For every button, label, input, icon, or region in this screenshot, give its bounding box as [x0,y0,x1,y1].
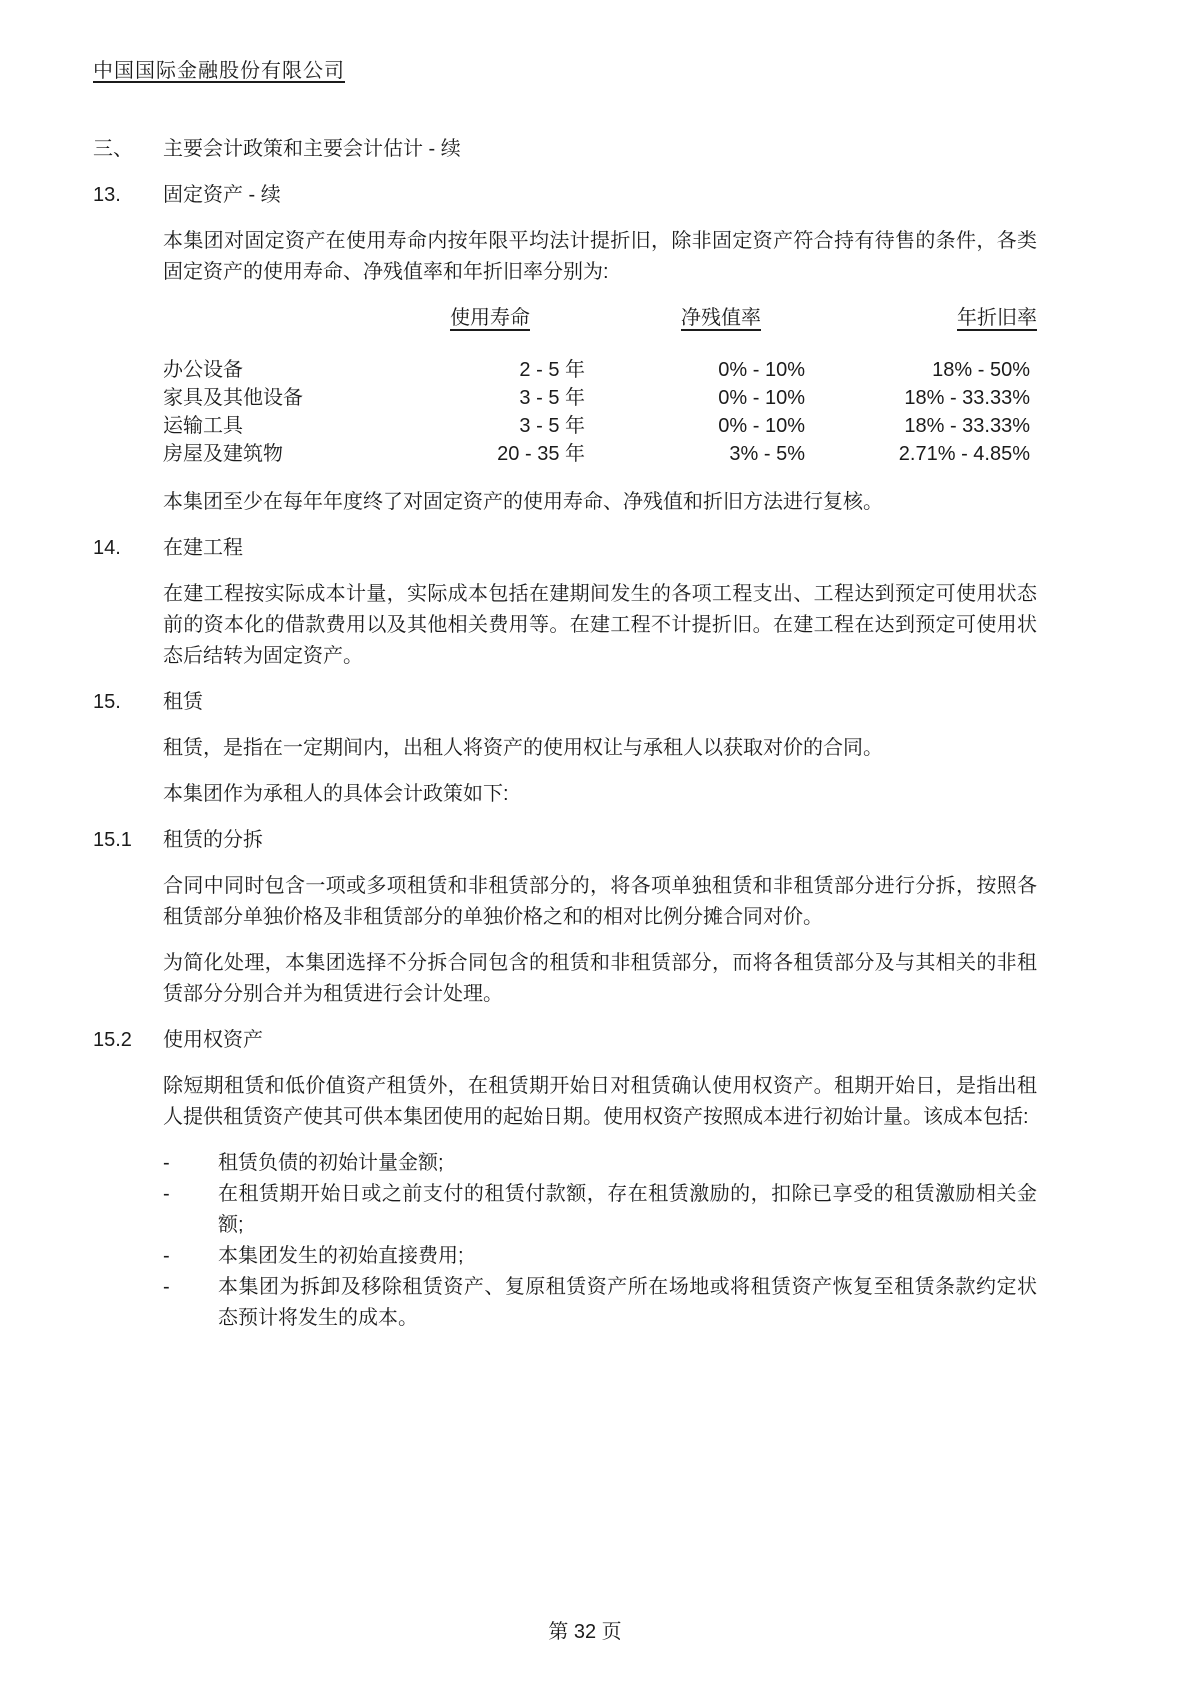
bullet-text: 在租赁期开始日或之前支付的租赁付款额，存在租赁激励的，扣除已享受的租赁激励相关金额; [218,1183,1037,1236]
cell-residual-rate: 0% - 10% [718,359,805,381]
bullet-item [163,1148,1037,1179]
bullet-marker: - [163,1152,170,1174]
section-13 [93,180,1037,533]
section-title: 固定资产 - 续 [163,184,281,206]
paragraph: 为简化处理，本集团选择不分拆合同包含的租赁和非租赁部分，而将各租赁部分及与其相关的非租赁部分分别合并为租赁进行会计处理。 [163,952,1037,1005]
table-header-depreciation-rate: 年折旧率 [957,307,1037,329]
paragraph: 本集团对固定资产在使用寿命内按年限平均法计提折旧，除非固定资产符合持有待售的条件，各类固定资产的使用寿命、净残值率和年折旧率分别为: [163,230,1037,283]
bullet-text: 本集团为拆卸及移除租赁资产、复原租赁资产所在场地或将租赁资产恢复至租赁条款约定状态预计将发生的成本。 [218,1276,1037,1329]
paragraph: 租赁，是指在一定期间内，出租人将资产的使用权让与承租人以获取对价的合同。 [163,737,883,759]
section-number: 15.2 [93,1029,132,1051]
bullet-item [163,1241,1037,1272]
section-number: 15.1 [93,829,132,851]
table-row [163,412,1037,440]
cell-residual-rate: 3% - 5% [729,443,805,465]
bullet-text: 租赁负债的初始计量金额; [218,1152,444,1174]
section-heading [93,134,1037,165]
table-header-useful-life: 使用寿命 [450,307,530,329]
company-name: 中国国际金融股份有限公司 [93,60,345,82]
bullet-text: 本集团发生的初始直接费用; [218,1245,464,1267]
page-content [93,56,1037,1334]
paragraph: 本集团至少在每年年度终了对固定资产的使用寿命、净残值和折旧方法进行复核。 [163,491,883,513]
cell-asset-label: 家具及其他设备 [163,387,303,409]
paragraph: 本集团作为承租人的具体会计政策如下: [163,783,509,805]
cell-useful-life: 3 - 5 年 [519,387,585,409]
cell-depreciation-rate: 18% - 33.33% [904,387,1030,409]
cell-residual-rate: 0% - 10% [718,415,805,437]
cell-asset-label: 运输工具 [163,415,243,437]
cell-useful-life: 20 - 35 年 [497,443,585,465]
section-number: 13. [93,184,121,206]
table-row [163,384,1037,412]
depreciation-table [163,303,1037,468]
section-number: 三、 [93,138,133,160]
table-header-residual-rate: 净残值率 [681,307,761,329]
section-15-2 [93,1025,1037,1334]
bullet-item [163,1272,1037,1334]
cell-asset-label: 房屋及建筑物 [163,443,283,465]
cell-asset-label: 办公设备 [163,359,243,381]
cell-residual-rate: 0% - 10% [718,387,805,409]
cell-useful-life: 2 - 5 年 [519,359,585,381]
section-title: 主要会计政策和主要会计估计 - 续 [163,138,461,160]
bullet-marker: - [163,1245,170,1267]
section-14 [93,533,1037,687]
section-15 [93,687,1037,825]
page-number: 第 32 页 [548,1621,622,1643]
cell-depreciation-rate: 18% - 33.33% [904,415,1030,437]
section-title: 使用权资产 [163,1029,263,1051]
paragraph: 合同中同时包含一项或多项租赁和非租赁部分的，将各项单独租赁和非租赁部分进行分拆，按照各租赁部分单独价格及非租赁部分的单独价格之和的相对比例分摊合同对价。 [163,875,1037,928]
section-number: 15. [93,691,121,713]
cell-depreciation-rate: 18% - 50% [932,359,1030,381]
paragraph: 在建工程按实际成本计量，实际成本包括在建期间发生的各项工程支出、工程达到预定可使用状态前的资本化的借款费用以及其他相关费用等。在建工程不计提折旧。在建工程在达到预定可使用状态后结转为固定资产。 [163,583,1037,667]
section-title: 在建工程 [163,537,243,559]
section-number: 14. [93,537,121,559]
section-title: 租赁 [163,691,203,713]
bullet-list [163,1148,1037,1334]
table-row [163,356,1037,384]
section-title: 租赁的分拆 [163,829,263,851]
table-row [163,440,1037,468]
cell-useful-life: 3 - 5 年 [519,415,585,437]
bullet-item [163,1179,1037,1241]
section-15-1 [93,825,1037,1025]
bullet-marker: - [163,1183,170,1205]
paragraph: 除短期租赁和低价值资产租赁外，在租赁期开始日对租赁确认使用权资产。租期开始日，是指出租人提供租赁资产使其可供本集团使用的起始日期。使用权资产按照成本进行初始计量。该成本包括: [163,1075,1037,1128]
cell-depreciation-rate: 2.71% - 4.85% [898,443,1030,465]
table-header-row [163,303,1037,334]
bullet-marker: - [163,1276,170,1298]
